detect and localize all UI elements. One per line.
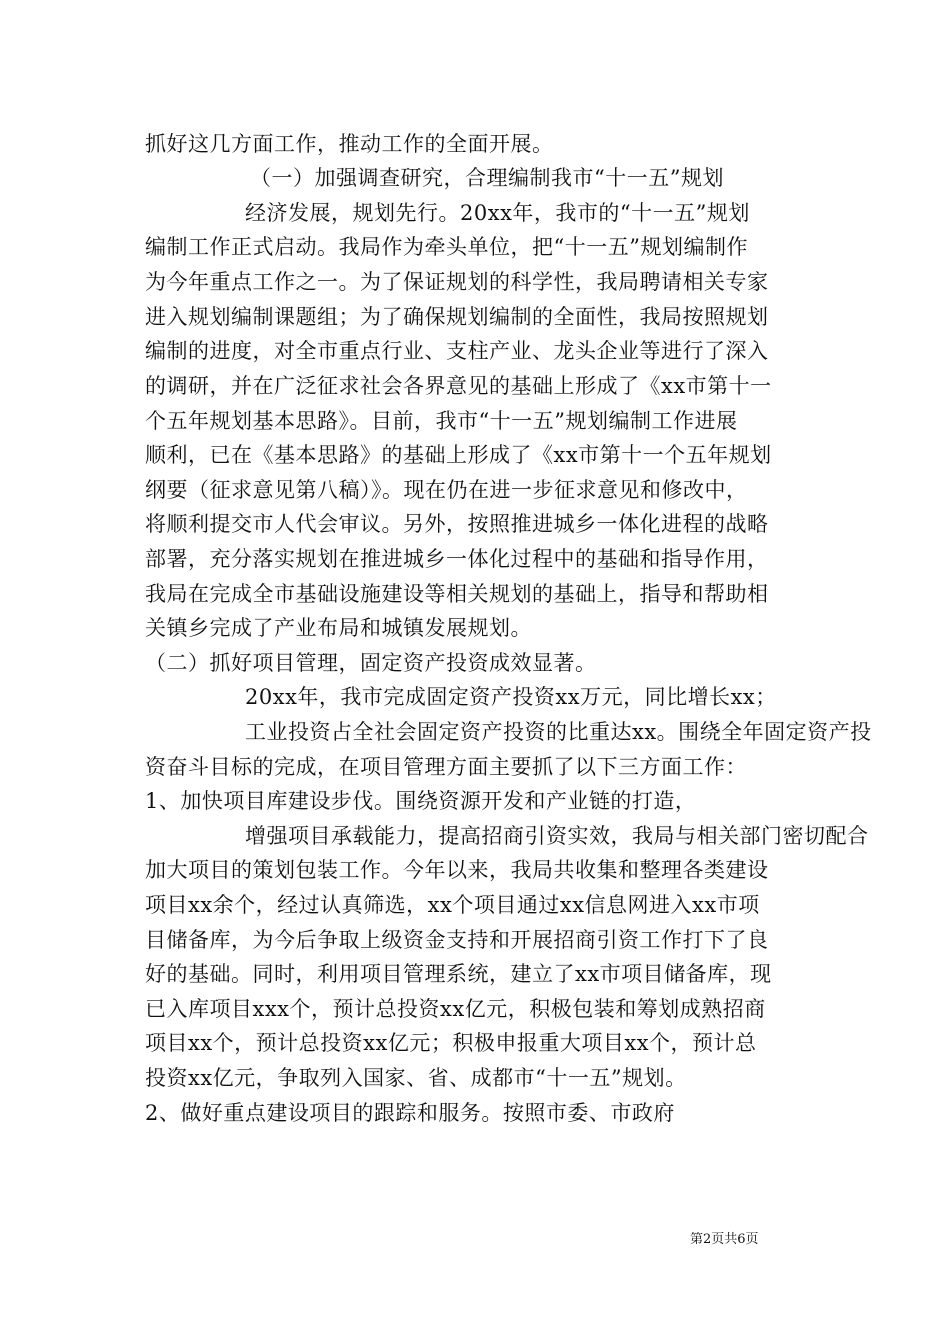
text-line: 纲要（征求意见第八稿）》。现在仍在进一步征求意见和修改中， — [145, 478, 748, 502]
text-line: 资奋斗目标的完成，在项目管理方面主要抓了以下三方面工作： — [145, 755, 747, 779]
text-line: 经济发展，规划先行。20xx年，我市的“十一五”规划 — [245, 201, 750, 225]
text-line: （二）抓好项目管理，固定资产投资成效显著。 — [145, 651, 597, 675]
text-line: 目储备库，为今后争取上级资金支持和开展招商引资工作打下了良 — [145, 928, 769, 952]
text-line: 进入规划编制课题组；为了确保规划编制的全面性，我局按照规划 — [145, 305, 769, 329]
text-line: 已入库项目xxx个，预计总投资xx亿元，积极包装和筹划成熟招商 — [145, 997, 766, 1021]
page-number-footer: 第2页共6页 — [690, 1232, 759, 1247]
text-line: 个五年规划基本思路》。目前，我市“十一五”规划编制工作进展 — [145, 409, 738, 433]
text-line: 工业投资占全社会固定资产投资的比重达xx。围绕全年固定资产投 — [245, 720, 872, 744]
text-line: 增强项目承载能力，提高招商引资实效，我局与相关部门密切配合 — [245, 824, 869, 848]
text-line: 抓好这几方面工作，推动工作的全面开展。 — [145, 132, 554, 156]
text-line: 好的基础。同时，利用项目管理系统，建立了xx市项目储备库，现 — [145, 962, 772, 986]
text-line: 顺利，已在《基本思路》的基础上形成了《xx市第十一个五年规划 — [145, 443, 772, 467]
text-line: 项目xx个，预计总投资xx亿元；积极申报重大项目xx个，预计总 — [145, 1031, 757, 1055]
text-line: 编制的进度，对全市重点行业、支柱产业、龙头企业等进行了深入 — [145, 339, 769, 363]
text-line: 的调研，并在广泛征求社会各界意见的基础上形成了《xx市第十一 — [145, 374, 772, 398]
text-line: 加大项目的策划包装工作。今年以来，我局共收集和整理各类建设 — [145, 858, 769, 882]
text-line: 关镇乡完成了产业布局和城镇发展规划。 — [145, 616, 532, 640]
text-line: 项目xx余个，经过认真筛选，xx个项目通过xx信息网进入xx市项 — [145, 893, 760, 917]
section-heading: （一）加强调查研究，合理编制我市“十一五”规划 — [250, 166, 724, 190]
section-heading: 20xx年，我市完成固定资产投资xx万元，同比增长xx； — [245, 685, 777, 709]
text-line: 投资xx亿元，争取列入国家、省、成都市“十一五”规划。 — [145, 1066, 687, 1090]
text-line: 2、做好重点建设项目的跟踪和服务。按照市委、市政府 — [145, 1101, 675, 1125]
text-line: 为今年重点工作之一。为了保证规划的科学性，我局聘请相关专家 — [145, 270, 769, 294]
text-line: 1、加快项目库建设步伐。围绕资源开发和产业链的打造， — [145, 789, 697, 813]
text-line: 我局在完成全市基础设施建设等相关规划的基础上，指导和帮助相 — [145, 582, 769, 606]
text-line: 编制工作正式启动。我局作为牵头单位，把“十一五”规划编制作 — [145, 235, 748, 259]
text-line: 将顺利提交市人代会审议。另外，按照推进城乡一体化进程的战略 — [145, 512, 769, 536]
text-line: 部署，充分落实规划在推进城乡一体化过程中的基础和指导作用， — [145, 547, 769, 571]
